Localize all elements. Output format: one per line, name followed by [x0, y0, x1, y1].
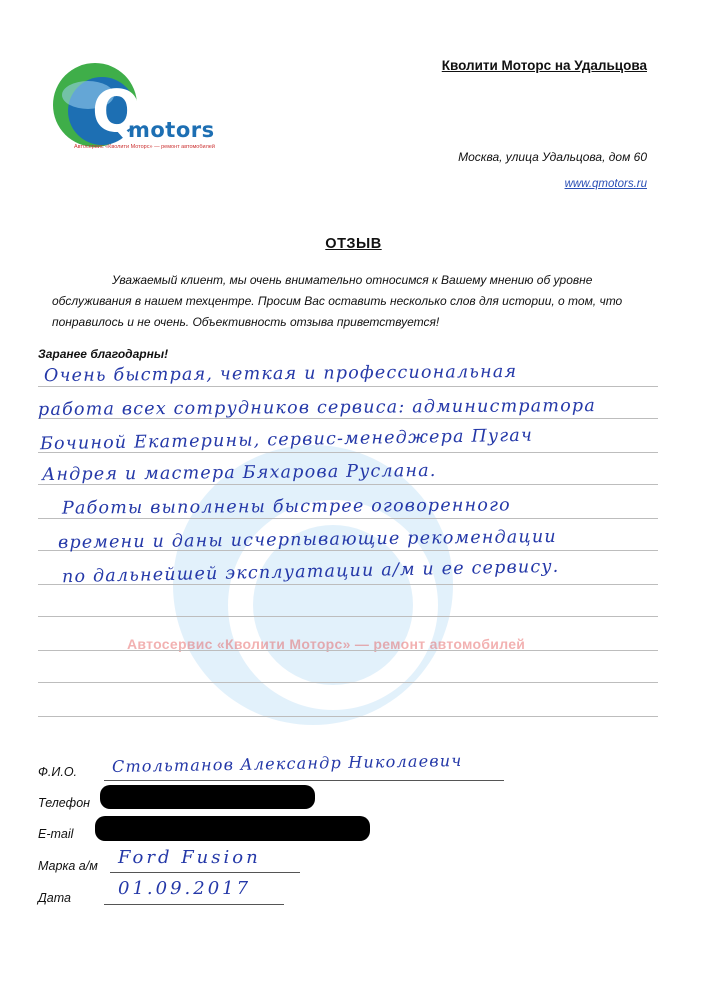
company-name: Кволити Моторс на Удальцова: [441, 58, 647, 73]
review-line-4: Андрея и мастера Бяхарова Руслана.: [41, 460, 437, 486]
review-line-3: Бочиной Екатерины, сервис-менеджера Пугач: [39, 425, 534, 455]
logo-tagline: Автосервис «Кволити Моторс» — ремонт автомобилей: [74, 144, 215, 150]
email-redacted: [95, 816, 370, 841]
review-line-5: Работы выполнены быстрее оговоренного: [61, 495, 511, 519]
review-line-7: по дальнейшей эксплуатации а/м и ее сервису.: [61, 556, 560, 588]
svg-text:Q: Q: [92, 77, 142, 145]
name-value: Стольтанов Александр Николаевич: [111, 750, 463, 777]
website-link[interactable]: www.qmotors.ru: [564, 178, 647, 190]
company-address: Москва, улица Удальцова, дом 60: [458, 150, 647, 164]
date-field-line: [104, 904, 284, 905]
car-field-line: [110, 872, 300, 873]
name-label: Ф.И.О.: [38, 765, 78, 779]
intro-text: Уважаемый клиент, мы очень внимательно относимся к Вашему мнению об уровне обслуживания в нашем техцентре. Просим Вас оставить несколько слов для истории, о том, что понравилось и не очень. Объективность отзыва приветствуется!: [52, 273, 623, 329]
car-value: Ford Fusion: [118, 847, 261, 868]
phone-label: Телефон: [38, 796, 91, 810]
review-line-2: работа всех сотрудников сервиса: администратора: [37, 396, 597, 420]
form-title: ОТЗЫВ: [325, 236, 382, 252]
thanks-text: Заранее благодарны!: [38, 347, 169, 361]
car-label: Марка а/м: [38, 859, 98, 873]
date-value: 01.09.2017: [118, 878, 252, 899]
name-field-line: [104, 780, 504, 781]
watermark-stamp: Автосервис «Кволити Моторс» — ремонт автомобилей: [127, 636, 526, 652]
phone-redacted: [100, 785, 315, 809]
logo-wordmark: motors: [128, 118, 215, 142]
email-label: E-mail: [38, 827, 74, 841]
date-label: Дата: [38, 891, 71, 905]
review-line-1: Очень быстрая, четкая и профессиональная: [43, 361, 518, 387]
review-line-6: времени и даны исчерпывающие рекомендации: [57, 526, 557, 554]
